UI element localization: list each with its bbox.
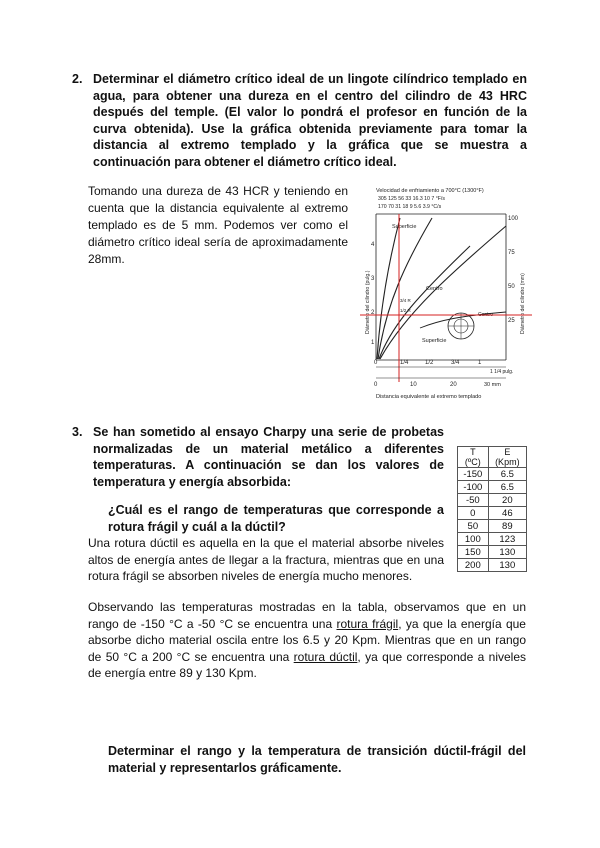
hardenability-figure — [360, 184, 532, 406]
bottom-inch-tick: 1 1/4 pulg. — [490, 369, 514, 375]
q2-answer: Tomando una dureza de 43 HCR y teniendo en cuenta que la distancia equivalente al extremo templado es de 5 mm. Podemos ver como el diámetro crítico ideal sería de aproximadamente 28mm. — [88, 184, 348, 266]
charpy-table — [457, 446, 527, 572]
figure-right-label: Diámetro del cilindro (mm) — [520, 273, 526, 334]
table-cell: 130 — [488, 546, 526, 559]
table-cell: 130 — [488, 559, 526, 572]
right-tick: 75 — [508, 250, 515, 256]
table-header: T (ºC) — [458, 447, 489, 468]
bottom-mm-tick: 20 — [450, 382, 457, 388]
left-tick: 1 — [371, 340, 375, 346]
table-cell: 0 — [458, 507, 489, 520]
curve-label: Superficie — [422, 338, 447, 344]
table-cell: 89 — [488, 520, 526, 533]
right-tick: 25 — [508, 318, 515, 324]
bottom-inch-tick: 1/2 — [425, 360, 434, 366]
q3-number: 3. — [72, 425, 83, 439]
bottom-mm-tick: 10 — [410, 382, 417, 388]
rotura-ductil-text: rotura dúctil — [293, 649, 358, 664]
left-tick: 3 — [371, 276, 375, 282]
table-row — [458, 559, 527, 572]
figure-top-scale: 305 125 56 33 16.3 10 7 °F/s — [378, 196, 445, 202]
figure-top-scale-2: 170 70 31 18 9 5.6 3.9 °C/s — [378, 204, 442, 210]
table-cell: 6.5 — [488, 481, 526, 494]
bottom-mm-tick: 0 — [374, 382, 378, 388]
table-cell: 200 — [458, 559, 489, 572]
q3-para1: Una rotura dúctil es aquella en la que el material absorbe niveles altos de energía antes de llegar a la fractura, mientras que en una rotura frágil se absorben niveles de energía mucho menores. — [88, 536, 444, 583]
curve-label: Superficie — [392, 224, 417, 230]
table-row — [458, 546, 527, 559]
table-row — [458, 468, 527, 481]
table-row — [458, 533, 527, 546]
bottom-mm-tick: 30 mm — [484, 382, 501, 388]
right-tick: 50 — [508, 284, 515, 290]
q3-para2-part: , ya que la energía que absorbe dicho material oscila entre los 6.5 y 20 Kpm. Mientras que en un rango de 50 °C a 200 °C se encuentra una — [88, 616, 526, 664]
q3-text: Se han sometido al ensayo Charpy una serie de probetas normalizadas de un material metálico a diferentes temperaturas. A continuación se dan los valores de temperatura y energía absorbida: — [93, 425, 444, 489]
bottom-inch-tick: 1 — [478, 360, 482, 366]
table-cell: 150 — [458, 546, 489, 559]
figure-left-label: Diámetro del cilindro (pulg.) — [365, 270, 371, 334]
figure-bottom-label: Distancia equivalente al extremo templado — [376, 394, 482, 400]
q2-text: Determinar el diámetro crítico ideal de un lingote cilíndrico templado en agua, para obtener una dureza en el centro del cilindro de 43 HRC después del temple. (El valor lo pondrá el profesor en función de la curva obtenida). Use la gráfica obtenida previamente para tomar la distancia al extremo templado y la gráfica que se muestra a continuación para obtener el diámetro crítico ideal. — [93, 72, 527, 169]
table-row — [458, 507, 527, 520]
table-cell: -100 — [458, 481, 489, 494]
inset-label: 3/4 R — [400, 298, 411, 303]
q3-para2 — [88, 599, 526, 682]
curve-label: Centro — [478, 312, 494, 318]
table-cell: 6.5 — [488, 468, 526, 481]
q3-subquestion: ¿Cuál es el rango de temperaturas que corresponde a rotura frágil y cuál a la dúctil? — [108, 503, 444, 534]
table-cell: 50 — [458, 520, 489, 533]
bottom-inch-tick: 0 — [374, 360, 378, 366]
q3-para2-part: Observando las temperaturas mostradas en la tabla, observamos que en un rango de -150 °C a -50 °C se encuentra una — [88, 600, 526, 631]
table-cell: 46 — [488, 507, 526, 520]
table-header-row — [458, 447, 527, 468]
q2-number: 2. — [72, 72, 83, 86]
left-tick: 2 — [371, 310, 375, 316]
curve-label: Centro — [426, 286, 443, 292]
rotura-fragil-text: rotura frágil — [336, 616, 399, 631]
table-header: E (Kpm) — [488, 447, 526, 468]
q3-final-question: Determinar el rango y la temperatura de transición dúctil-frágil del material y representarlos gráficamente. — [108, 744, 526, 775]
table-cell: -50 — [458, 494, 489, 507]
bottom-inch-tick: 3/4 — [451, 360, 460, 366]
figure-title: Velocidad de enfriamiento a 700°C (1300°F) — [376, 188, 484, 194]
table-row — [458, 494, 527, 507]
table-row — [458, 481, 527, 494]
right-tick: 100 — [508, 216, 519, 222]
table-cell: 123 — [488, 533, 526, 546]
table-cell: 20 — [488, 494, 526, 507]
table-cell: 100 — [458, 533, 489, 546]
q3-para2-part: , ya que corresponde a niveles de energía entre 89 y 130 Kpm. — [88, 649, 526, 680]
left-tick: 4 — [371, 242, 375, 248]
table-row — [458, 520, 527, 533]
inset-label: 1/2 R — [400, 308, 411, 313]
table-cell: -150 — [458, 468, 489, 481]
bottom-inch-tick: 1/4 — [400, 360, 409, 366]
